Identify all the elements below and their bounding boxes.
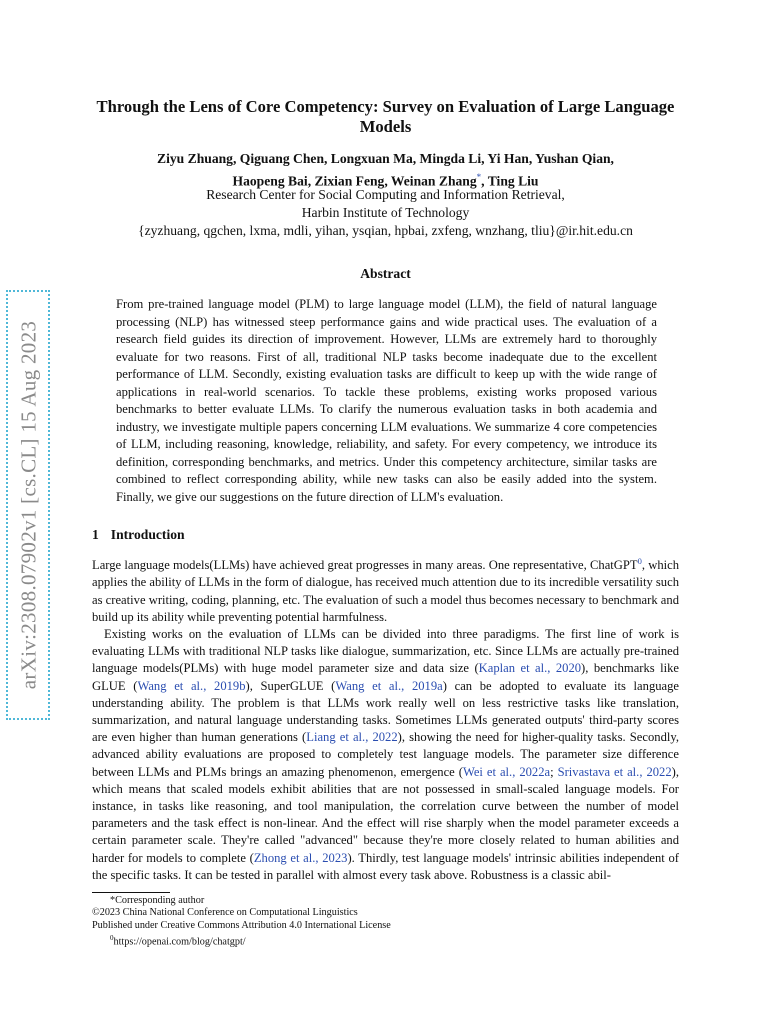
citation-srivastava-2022[interactable]: Srivastava et al., 2022 bbox=[557, 764, 672, 779]
citation-zhong-2023[interactable]: Zhong et al., 2023 bbox=[253, 850, 348, 865]
footnote-license: Published under Creative Commons Attribution 4.0 International License bbox=[92, 919, 391, 931]
citation-wang-2019b[interactable]: Wang et al., 2019b bbox=[137, 678, 246, 693]
author-zhang: , Weinan Zhang bbox=[384, 173, 477, 189]
intro-paragraph-2 bbox=[92, 626, 679, 884]
footnote-chatgpt-url[interactable]: https://openai.com/blog/chatgpt/ bbox=[113, 936, 246, 948]
author-list bbox=[92, 150, 679, 191]
citation-wang-2019a[interactable]: Wang et al., 2019a bbox=[335, 678, 443, 693]
footnote-ref-0[interactable]: 0 bbox=[637, 556, 642, 566]
citation-liang-2022[interactable]: Liang et al., 2022 bbox=[306, 730, 398, 745]
intro-p1-text-b: , which applies the ability of LLMs in the form of dialogue, has received much attention due to its incredible versatility such as creative writing, coding, planning, etc. The evaluation of such a model thus becomes necessary to benchmark and build up its ability while preventing potential harmfulness. bbox=[92, 558, 680, 624]
intro-p2-text-5: ), showing the need for higher-quality tasks. Secondly, advanced ability evaluations are proposed to completely test language models. The parameter size difference between LLMs and PLMs brings an amazing phenomenon, emergence ( bbox=[92, 730, 679, 779]
author-emails: {zyzhuang, qgchen, lxma, mdli, yihan, ysqian, hpbai, zxfeng, wnzhang, tliu}@ir.hit.edu.cn bbox=[138, 223, 633, 238]
citation-kaplan-2020[interactable]: Kaplan et al., 2020 bbox=[478, 661, 582, 676]
intro-paragraph-1 bbox=[92, 553, 679, 626]
author-liu: , Ting Liu bbox=[481, 173, 539, 189]
citation-separator: ; bbox=[550, 764, 558, 779]
intro-p2-text-4: ) can be adopted to evaluate its language understanding ability. The problem is that LLMs work really well on less restrictive tasks like translation, summarization, and natural language understanding tasks. Sometimes LLMs generated outputs' third-party scores are even higher than human generations ( bbox=[92, 678, 680, 745]
intro-p2-text-1: Existing works on the evaluation of LLMs can be divided into three paradigms. The first line of work is evaluating LLMs with traditional NLP tasks like dialogue, summarization, etc. Since LLMs are actually pre-trained language models(PLMs) with huge model parameter size and data size ( bbox=[92, 627, 679, 676]
footnote-divider bbox=[92, 892, 170, 893]
footnote-corresponding: *Corresponding author bbox=[110, 895, 205, 906]
intro-p1-text-a: Large language models(LLMs) have achieved great progresses in many areas. One representative, ChatGPT bbox=[92, 558, 638, 573]
corresponding-author-mark[interactable]: * bbox=[476, 172, 482, 182]
author-line-1: Ziyu Zhuang, Qiguang Chen, Longxuan Ma, Mingda Li, Yi Han, Yushan Qian, bbox=[157, 151, 614, 166]
intro-p2-text-6: ), which means that scaled models exhibit abilities that are not possessed in small-scaled language models. For instance, in tasks like reasoning, and tool manipulation, the correlation curve between the number of model parameters and the task effect is non-linear. And the effect will rise sharply when the model parameter exceeds a certain parameter scale. They're called "advanced" because they're more closely related to human abilities and harder for models to complete ( bbox=[92, 764, 679, 865]
citation-wei-2022a[interactable]: Wei et al., 2022a bbox=[462, 764, 551, 779]
intro-p2-text-3: ), SuperGLUE ( bbox=[245, 678, 336, 693]
section-title: Introduction bbox=[110, 527, 185, 542]
affiliation-line-2: Harbin Institute of Technology bbox=[301, 205, 470, 220]
abstract-text: From pre-trained language model (PLM) to large language model (LLM), the field of natural language processing (NLP) has witnessed steep performance gains and wide practical uses. The evaluation of a research field guides its direction of improvement. However, LLMs are extremely hard to thoroughly evaluate for two reasons. First of all, traditional NLP tasks become inadequate due to the excellent performance of LLM. Secondly, existing evaluation tasks are difficult to keep up with the wide range of applications in real-world scenarios. To tackle these problems, existing works proposed various benchmarks to better evaluate LLMs. To clarify the numerous evaluation tasks in both academia and industry, we investigate multiple papers concerning LLM evaluations. We summarize 4 core competencies of LLM, including reasoning, knowledge, reliability, and safety. For every competency, we introduce its definition, corresponding benchmarks, and metrics. Under this competency architecture, similar tasks are combined to reflect corresponding ability, while new tasks can also be easily added into the system. Finally, we give our suggestions on the future direction of LLM's evaluation. bbox=[116, 297, 657, 504]
intro-p2-text-2: ), benchmarks like GLUE ( bbox=[92, 661, 680, 693]
footnote-copyright: ©2023 China National Conference on Computational Linguistics bbox=[92, 907, 358, 919]
intro-p2-text-7: ). Thirdly, test language models' intrinsic abilities independent of the specific tasks. It can be tested in parallel with almost every task above. Robustness is a classic abil- bbox=[92, 850, 679, 882]
arxiv-identifier[interactable]: arXiv:2308.07902v1 [cs.CL] 15 Aug 2023 bbox=[16, 320, 41, 690]
footnote-mark-0: 0 bbox=[110, 934, 114, 943]
section-heading-introduction bbox=[92, 527, 185, 543]
section-number: 1 bbox=[92, 527, 99, 542]
author-feng: , Zixian Feng bbox=[307, 173, 385, 189]
introduction-body bbox=[92, 553, 679, 884]
author-bai: Haopeng Bai bbox=[232, 173, 308, 189]
affiliation-line-1: Research Center for Social Computing and Information Retrieval, bbox=[206, 187, 565, 202]
paper-title: Through the Lens of Core Competency: Survey on Evaluation of Large Language Models bbox=[96, 97, 675, 136]
footnotes bbox=[92, 895, 679, 949]
affiliation bbox=[92, 186, 679, 240]
abstract-heading: Abstract bbox=[360, 266, 411, 281]
footnote-chatgpt bbox=[92, 932, 679, 949]
